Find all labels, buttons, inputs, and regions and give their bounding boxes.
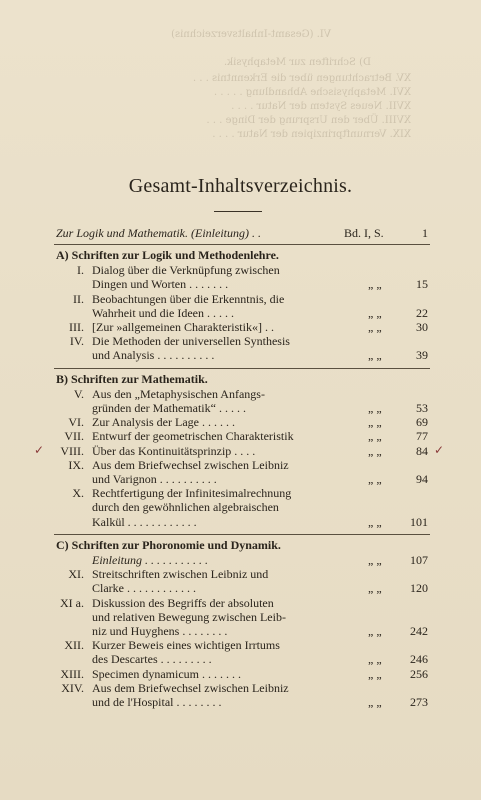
- entry-title: Wahrheit und die Ideen . . . . .: [92, 305, 234, 320]
- entry-title: Aus dem Briefwechsel zwischen Leibniz: [92, 680, 289, 695]
- entry-title: Specimen dynamicum . . . . . . .: [92, 666, 241, 681]
- section-rule: [54, 244, 430, 245]
- entry-page: 242: [410, 624, 428, 638]
- entry-title: niz und Huyghens . . . . . . . .: [92, 624, 228, 638]
- entry-title: Aus dem Briefwechsel zwischen Leibniz: [92, 457, 289, 472]
- ditto-marks: „ „: [368, 429, 382, 444]
- ditto-marks: „ „: [368, 415, 382, 430]
- ditto-marks: „ „: [368, 652, 382, 667]
- entry-page: 15: [416, 277, 428, 292]
- check-mark-icon: ✓: [34, 442, 45, 457]
- entry-page: 120: [410, 581, 428, 596]
- ditto-marks: „ „: [368, 305, 382, 320]
- entry-number: I.: [77, 263, 84, 278]
- title-rule: [214, 211, 262, 212]
- ditto-marks: „ „: [368, 401, 382, 415]
- ditto-marks: „ „: [368, 695, 382, 709]
- entry-number: XII.: [64, 638, 84, 653]
- entry-number: XI a.: [60, 595, 84, 610]
- section-heading: B) Schriften zur Mathematik.: [56, 371, 208, 386]
- intro-ref: Bd. I, S.: [344, 226, 384, 240]
- entry-page: 246: [410, 652, 428, 667]
- entry-number: II.: [73, 291, 84, 306]
- entry-title: Diskussion des Begriffs der absoluten: [92, 595, 274, 610]
- entry-number: IX.: [68, 457, 84, 472]
- entry-page: 273: [410, 695, 428, 709]
- ditto-marks: „ „: [368, 320, 382, 334]
- entry-page: 107: [410, 553, 428, 567]
- entry-title: Kalkül . . . . . . . . . . . .: [92, 514, 197, 529]
- entry-page: 69: [416, 415, 428, 430]
- entry-number: VII.: [64, 429, 84, 444]
- entry-title: Rechtfertigung der Infinitesimalrechnung: [92, 486, 292, 501]
- entry-page: 39: [416, 348, 428, 363]
- ditto-marks: „ „: [368, 553, 382, 567]
- entry-number: VI.: [68, 415, 84, 430]
- ditto-marks: „ „: [368, 348, 382, 363]
- ditto-marks: „ „: [368, 443, 382, 458]
- entry-number: VIII.: [60, 443, 84, 458]
- section-heading: C) Schriften zur Phoronomie und Dynamik.: [56, 537, 281, 552]
- ditto-marks: „ „: [368, 624, 382, 638]
- entry-page: 84: [416, 443, 428, 458]
- entry-title: Entwurf der geometrischen Charakteristik: [92, 429, 294, 444]
- entry-number: V.: [73, 386, 84, 401]
- entry-title: [Zur »allgemeinen Charakteristik«] . .: [92, 320, 274, 334]
- entry-title: und relativen Bewegung zwischen Leib-: [92, 609, 286, 624]
- ditto-marks: „ „: [368, 472, 382, 486]
- ditto-marks: „ „: [368, 277, 382, 292]
- entry-number: XIII.: [60, 666, 84, 681]
- ditto-marks: „ „: [368, 581, 382, 596]
- entry-title: Aus den „Metaphysischen Anfangs-: [92, 386, 265, 401]
- entry-title: durch den gewöhnlichen algebraischen: [92, 500, 279, 515]
- entry-title: des Descartes . . . . . . . . .: [92, 652, 212, 667]
- entry-number: XI.: [68, 567, 84, 582]
- entry-page: 22: [416, 305, 428, 320]
- entry-page: 101: [410, 514, 428, 529]
- ditto-marks: „ „: [368, 514, 382, 529]
- entry-title: Beobachtungen über die Erkenntnis, die: [92, 291, 285, 306]
- entry-title: und de l'Hospital . . . . . . . .: [92, 695, 222, 709]
- bleed-through-text: VI. (Gesamt-Inhaltsverzeichnis) D) Schriften zur Metaphysik. XV. Betrachtungen über die Erkenntnis . . . XVI. Metaphysische Abhandlung . . . . . XVII. Neues System der Natur . . . . XVIII. Über den Ursprung der Dinge . . . XIX. Vernunftprinzipien der Natur . . . .: [171, 29, 411, 140]
- entry-page: 77: [416, 429, 428, 444]
- entry-title: Streitschriften zwischen Leibniz und: [92, 567, 269, 582]
- entry-page: 256: [410, 666, 428, 681]
- entry-title: Dialog über die Verknüpfung zwischen: [92, 263, 280, 278]
- section-rule: [54, 534, 430, 535]
- intro-label: Zur Logik und Mathematik. (Einleitung) . .: [56, 226, 261, 240]
- entry-number: XIV.: [61, 680, 84, 695]
- ditto-marks: „ „: [368, 666, 382, 681]
- entry-title: Einleitung . . . . . . . . . . .: [92, 553, 208, 567]
- entry-number: III.: [69, 320, 84, 334]
- check-mark-icon: ✓: [434, 442, 445, 457]
- entry-page: 30: [416, 320, 428, 334]
- entry-title: Clarke . . . . . . . . . . . .: [92, 581, 196, 596]
- intro-page: 1: [422, 226, 428, 240]
- entry-title: gründen der Mathematik“ . . . . .: [92, 401, 246, 415]
- entry-title: und Varignon . . . . . . . . . .: [92, 472, 217, 486]
- entry-title: Die Methoden der universellen Synthesis: [92, 334, 290, 349]
- entry-title: Über das Kontinuitätsprinzip . . . .: [92, 443, 256, 458]
- section-heading: A) Schriften zur Logik und Methodenlehre.: [56, 248, 279, 262]
- entry-title: Dingen und Worten . . . . . . .: [92, 277, 229, 292]
- entry-number: X.: [72, 486, 84, 501]
- section-rule: [54, 368, 430, 369]
- entry-title: und Analysis . . . . . . . . . .: [92, 348, 215, 363]
- entry-page: 53: [416, 401, 428, 415]
- page-title: Gesamt-Inhaltsverzeichnis.: [128, 175, 353, 197]
- entry-title: Zur Analysis der Lage . . . . . .: [92, 415, 235, 430]
- entry-title: Kurzer Beweis eines wichtigen Irrtums: [92, 638, 280, 653]
- entry-page: 94: [416, 472, 428, 486]
- entry-number: IV.: [69, 334, 84, 349]
